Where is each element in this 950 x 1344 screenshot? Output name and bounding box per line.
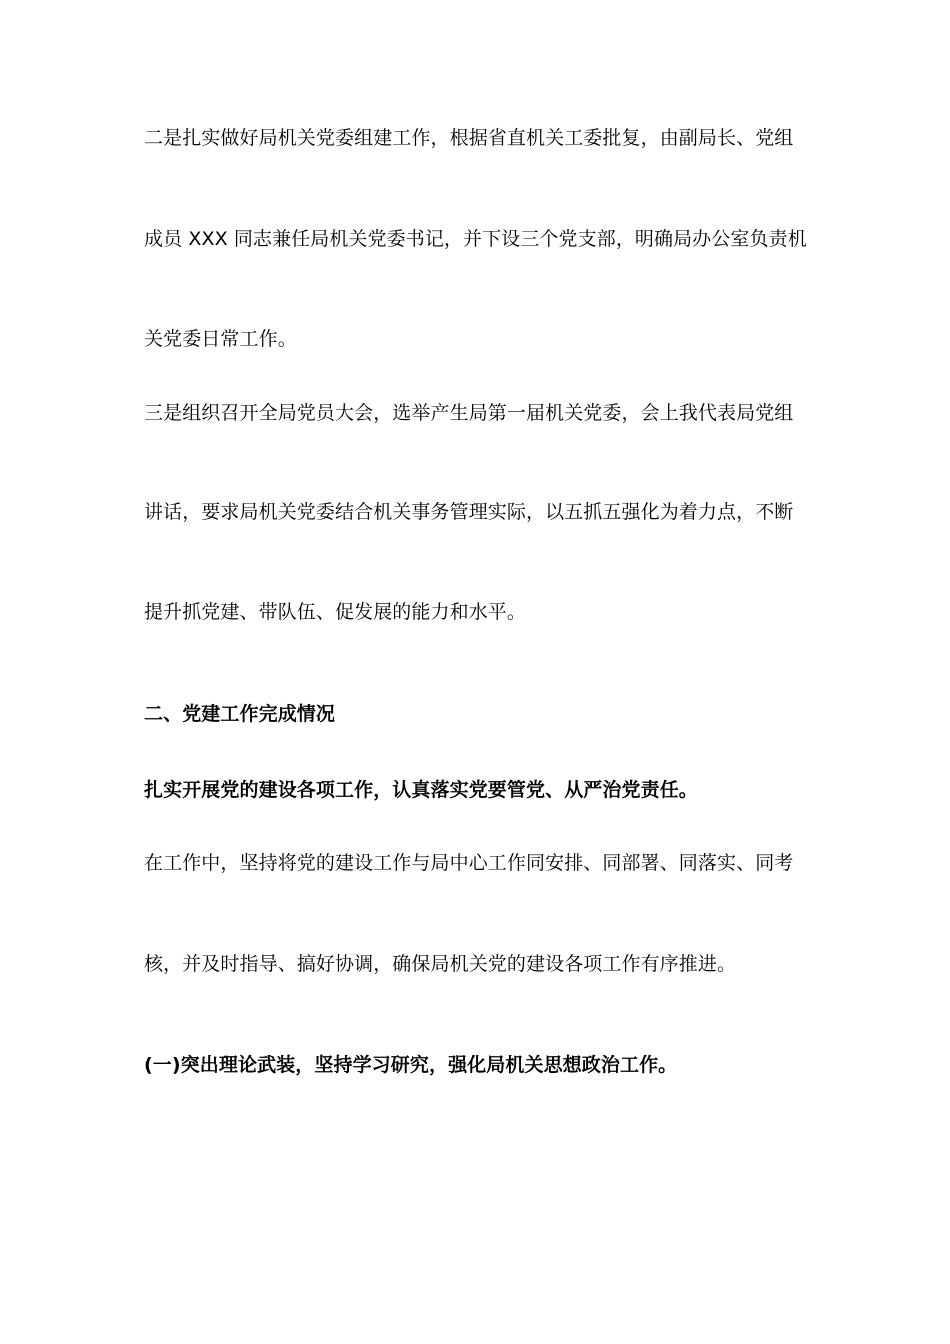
paragraph-line: 关党委日常工作。 xyxy=(144,328,297,350)
paragraph-line: 核，并及时指导、搞好协调，确保局机关党的建设各项工作有序推进。 xyxy=(144,953,737,975)
paragraph-line: 成员 XXX 同志兼任局机关党委书记，并下设三个党支部，明确局办公室负责机 xyxy=(144,228,807,250)
paragraph-line: 讲话，要求局机关党委结合机关事务管理实际，以五抓五强化为着力点，不断 xyxy=(144,501,794,523)
bold-statement: 扎实开展党的建设各项工作，认真落实党要管党、从严治党责任。 xyxy=(144,779,698,801)
paragraph-line: 提升抓党建、带队伍、促发展的能力和水平。 xyxy=(144,601,527,623)
subheading: (一)突出理论武装，坚持学习研究，强化局机关思想政治工作。 xyxy=(144,1054,678,1076)
paragraph-line: 三是组织召开全局党员大会，选举产生局第一届机关党委，会上我代表局党组 xyxy=(144,402,794,424)
paragraph-line: 在工作中，坚持将党的建设工作与局中心工作同安排、同部署、同落实、同考 xyxy=(144,852,794,874)
paragraph-line: 二是扎实做好局机关党委组建工作，根据省直机关工委批复，由副局长、党组 xyxy=(144,127,794,149)
section-heading: 二、党建工作完成情况 xyxy=(144,703,336,725)
